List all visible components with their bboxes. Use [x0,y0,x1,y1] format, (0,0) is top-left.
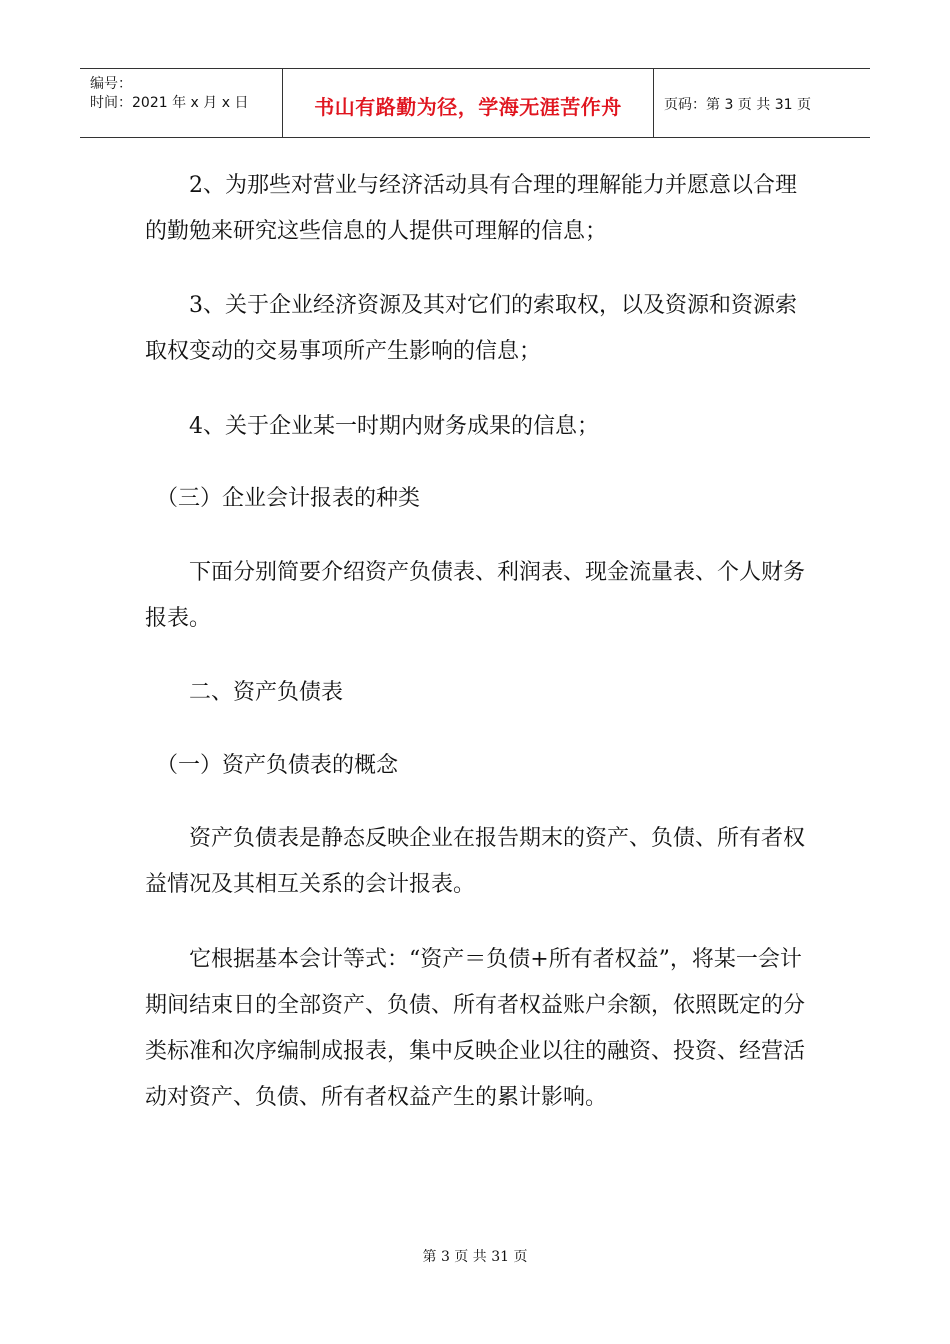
header-left-cell [80,69,283,137]
section-heading: （三）企业会计报表的种类 [145,486,421,511]
section-heading: （一）资产负债表的概念 [145,753,399,778]
paragraph: 4、关于企业某一时期内财务成果的信息； [145,414,599,439]
paragraph: 3、关于企业经济资源及其对它们的索取权，以及资源和资源索取权变动的交易事项所产生影响的信息； [145,293,797,364]
header-page-info: 页码：第 3 页 共 31 页 [664,97,811,113]
doc-date: 时间：2021 年 x 月 x 日 [90,95,249,111]
header-page-cell [654,69,870,137]
doc-number-label: 编号： [90,76,132,92]
paragraph: 它根据基本会计等式：“资产＝负债+所有者权益”，将某一会计期间结束日的全部资产、负债、所有者权益账户余额，依照既定的分类标准和次序编制成报表，集中反映企业以往的融资、投资、经营活动对资产、负债、所有者权益产生的累计影响。 [145,947,806,1110]
paragraph: 下面分别简要介绍资产负债表、利润表、现金流量表、个人财务报表。 [145,560,806,631]
header-motto: 书山有路勤为径，学海无涯苦作舟 [314,95,622,119]
document-header [80,68,870,138]
paragraph: 2、为那些对营业与经济活动具有合理的理解能力并愿意以合理的勤勉来研究这些信息的人提供可理解的信息； [145,173,797,244]
page-footer: 第 3 页 共 31 页 [422,1249,528,1265]
section-heading: 二、资产负债表 [145,680,344,705]
paragraph: 资产负债表是静态反映企业在报告期末的资产、负债、所有者权益情况及其相互关系的会计报表。 [145,826,806,897]
header-motto-cell [283,69,654,137]
